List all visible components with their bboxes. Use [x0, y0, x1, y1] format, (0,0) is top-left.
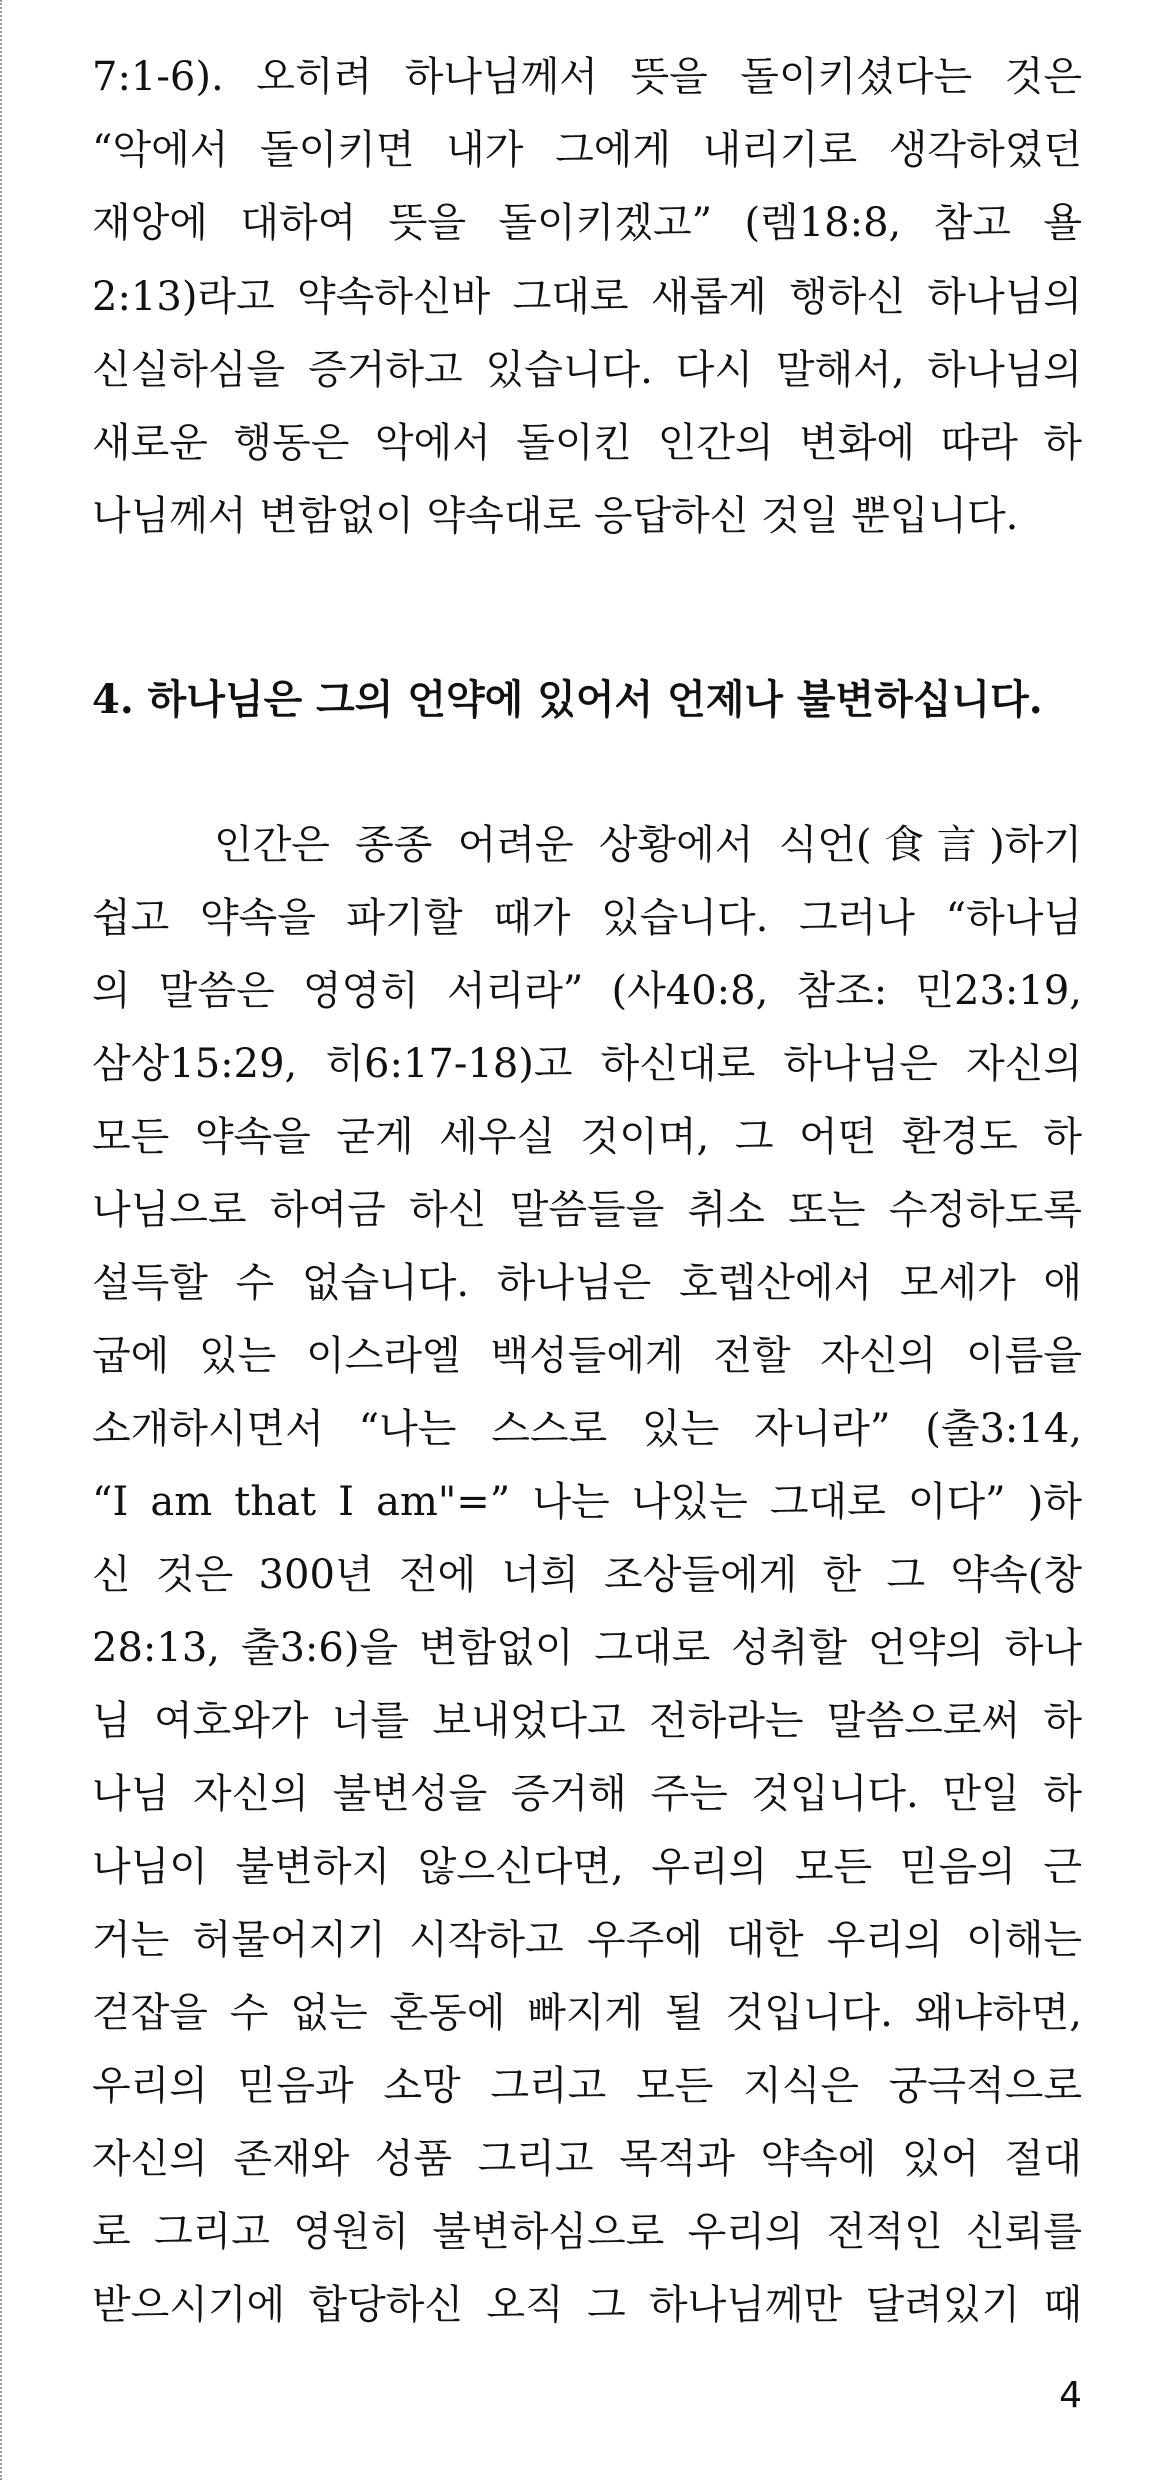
text-line: 나님께서 변함없이 약속대로 응답하신 것일 뿐입니다. — [92, 493, 1019, 539]
text-line: 받으시기에 합당하신 오직 그 하나님께만 달려있기 때 — [92, 2282, 1082, 2328]
text-line: 새로운 행동은 악에서 돌이킨 인간의 변화에 따라 하 — [92, 420, 1082, 466]
text-line: 나님으로 하여금 하신 말씀들을 취소 또는 수정하도록 — [92, 1187, 1082, 1233]
text-line: 신 것은 300년 전에 너희 조상들에게 한 그 약속(창 — [92, 1552, 1082, 1598]
text-line: 로 그리고 영원히 불변하심으로 우리의 전적인 신뢰를 — [92, 2209, 1082, 2255]
text-line: 쉽고 약속을 파기할 때가 있습니다. 그러나 “하나님 — [92, 895, 1082, 941]
text-line: 인간은 종종 어려운 상황에서 식언(食言)하기 — [214, 822, 1082, 868]
text-line: 걷잡을 수 없는 혼동에 빠지게 될 것입니다. 왜냐하면, — [92, 1990, 1082, 2036]
text-line: 모든 약속을 굳게 세우실 것이며, 그 어떤 환경도 하 — [92, 1114, 1082, 1160]
text-line: 나님이 불변하지 않으신다면, 우리의 모든 믿음의 근 — [92, 1844, 1082, 1890]
text-line: 삼상15:29, 히6:17-18)고 하신대로 하나님은 자신의 — [92, 1041, 1082, 1087]
text-line: “I am that I am"=” 나는 나있는 그대로 이다” )하 — [92, 1479, 1082, 1525]
text-line: 소개하시면서 “나는 스스로 있는 자니라” (출3:14, — [92, 1406, 1082, 1452]
text-line: 28:13, 출3:6)을 변함없이 그대로 성취할 언약의 하나 — [92, 1625, 1082, 1671]
text-line: 의 말씀은 영영히 서리라” (사40:8, 참조: 민23:19, — [92, 968, 1082, 1014]
text-line: 신실하심을 증거하고 있습니다. 다시 말해서, 하나님의 — [92, 347, 1082, 393]
text-line: 나님 자신의 불변성을 증거해 주는 것입니다. 만일 하 — [92, 1771, 1082, 1817]
text-line: 님 여호와가 너를 보내었다고 전하라는 말씀으로써 하 — [92, 1698, 1082, 1744]
text-line: 7:1-6). 오히려 하나님께서 뜻을 돌이키셨다는 것은 — [92, 54, 1082, 100]
section-heading: 4. 하나님은 그의 언약에 있어서 언제나 불변하십니다. — [92, 676, 1043, 723]
text-line: 설득할 수 없습니다. 하나님은 호렙산에서 모세가 애 — [92, 1260, 1082, 1306]
text-line: 우리의 믿음과 소망 그리고 모든 지식은 궁극적으로 — [92, 2063, 1082, 2109]
text-line: 2:13)라고 약속하신바 그대로 새롭게 행하신 하나님의 — [92, 274, 1082, 320]
text-line: “악에서 돌이키면 내가 그에게 내리기로 생각하였던 — [92, 127, 1082, 173]
text-line: 재앙에 대하여 뜻을 돌이키겠고” (렘18:8, 참고 욜 — [92, 200, 1082, 246]
text-line: 거는 허물어지기 시작하고 우주에 대한 우리의 이해는 — [92, 1917, 1082, 1963]
text-line: 굽에 있는 이스라엘 백성들에게 전할 자신의 이름을 — [92, 1333, 1082, 1379]
page-number: 4 — [1059, 2375, 1082, 2416]
text-line: 자신의 존재와 성품 그리고 목적과 약속에 있어 절대 — [92, 2136, 1082, 2182]
